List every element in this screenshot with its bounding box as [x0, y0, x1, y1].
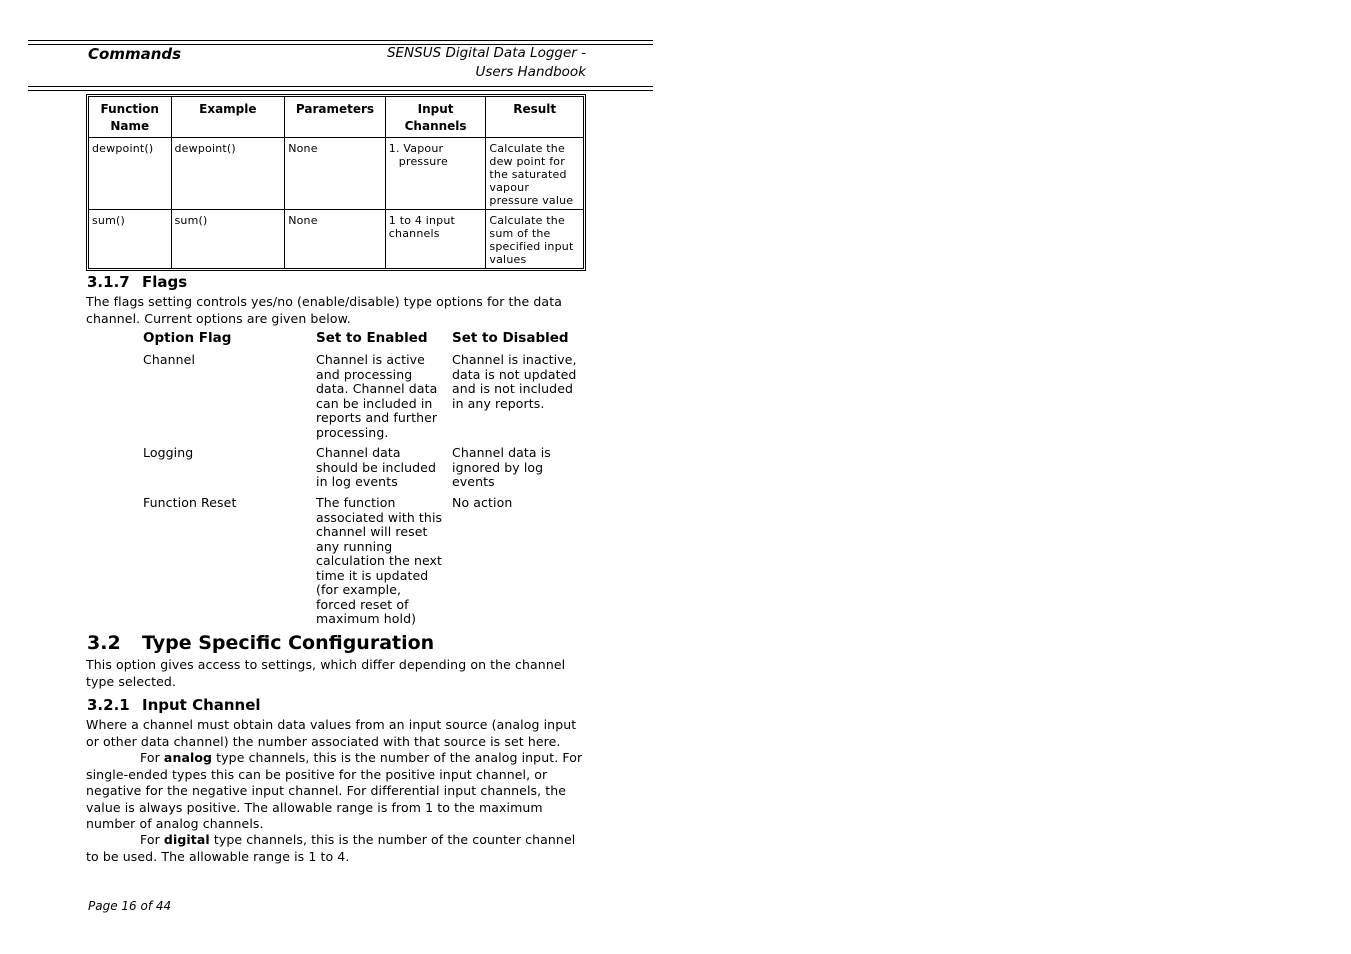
input-channel-para1: Where a channel must obtain data values from an input source (analog input or other data channel) the number associated with that source is set here. [86, 717, 577, 749]
flag-channel-name: Channel [143, 352, 196, 367]
header-parameters: Parameters [285, 97, 386, 138]
cell-result: Calculate the dew point for the saturated vapour pressure value [486, 138, 584, 210]
flags-heading-title: Flags [142, 273, 188, 291]
type-config-heading-title: Type Specific Configuration [142, 632, 435, 654]
input-channel-para2 [86, 750, 586, 833]
page-number: Page 16 of 44 [88, 899, 172, 913]
cell-input-line2: pressure [398, 155, 448, 168]
cell-example: sum() [171, 210, 285, 269]
cell-example: dewpoint() [171, 138, 285, 210]
para3-bold: digital [163, 832, 210, 847]
flag-logging-name: Logging [143, 445, 194, 460]
input-channel-heading-title: Input Channel [142, 696, 261, 714]
header-chapter-title: Commands [88, 45, 182, 63]
flags-header-option: Option Flag [143, 330, 232, 346]
function-table [86, 94, 586, 271]
para2-pre: For [140, 750, 164, 765]
flag-logging-enabled: Channel data should be included in log events [316, 445, 437, 489]
header-example: Example [171, 97, 285, 138]
flag-channel-disabled: Channel is inactive, data is not updated and is not included in any reports. [452, 352, 577, 411]
cell-function-name: dewpoint() [89, 138, 172, 210]
cell-result: Calculate the sum of the specified input values [486, 210, 584, 269]
header-document-title-line2: Users Handbook [475, 64, 586, 80]
flags-header-enabled: Set to Enabled [316, 330, 428, 346]
header-rule-bottom-2 [28, 90, 653, 91]
input-channel-heading [87, 696, 261, 714]
header-document-title-line1: SENSUS Digital Data Logger - [386, 45, 586, 61]
header-function-name: Function Name [89, 97, 172, 138]
header-input-channels: Input Channels [385, 97, 486, 138]
para2-post: type channels, this is the number of the analog input. For single-ended types this can be positive for the positive input channel, or negative for the negative input channel. For differential input channels, the value is always positive. The allowable range is from 1 to the maximum number of analog channels. [86, 750, 583, 831]
header-document-title [380, 44, 586, 82]
table-row [89, 138, 584, 210]
header-result: Result [486, 97, 584, 138]
cell-input-channels [385, 138, 486, 210]
flags-heading [87, 273, 187, 291]
para3-post: type channels, this is the number of the counter channel to be used. The allowable range is 1 to 4. [86, 832, 576, 864]
type-config-heading-number: 3.2 [87, 632, 121, 654]
flags-heading-number: 3.1.7 [87, 273, 130, 291]
input-channel-heading-number: 3.2.1 [87, 696, 130, 714]
flag-channel-enabled: Channel is active and processing data. Channel data can be included in reports and further processing. [316, 352, 438, 440]
flags-intro: The flags setting controls yes/no (enable/disable) type options for the data channel. Current options are given below. [86, 294, 562, 326]
flag-logging-disabled: Channel data is ignored by log events [452, 445, 551, 489]
flag-function-reset-name: Function Reset [143, 495, 237, 510]
input-channel-para3 [86, 832, 586, 865]
function-table-header-row [89, 97, 584, 138]
flag-function-reset-disabled: No action [452, 495, 513, 510]
cell-function-name: sum() [89, 210, 172, 269]
header-rule-top-1 [28, 40, 653, 41]
cell-input-line1: 1. Vapour [388, 142, 444, 155]
table-row [89, 210, 584, 269]
para2-bold: analog [163, 750, 213, 765]
cell-parameters: None [285, 138, 386, 210]
cell-parameters: None [285, 210, 386, 269]
flag-function-reset-enabled: The function associated with this channel will reset any running calculation the next time it is updated (for example, forced reset of maximum hold) [316, 495, 443, 626]
header-rule-bottom-1 [28, 86, 653, 87]
cell-input-channels: 1 to 4 input channels [385, 210, 486, 269]
type-config-heading [87, 632, 434, 654]
flags-header-disabled: Set to Disabled [452, 330, 569, 346]
type-config-intro: This option gives access to settings, which differ depending on the channel type selected. [86, 657, 566, 689]
para3-pre: For [140, 832, 164, 847]
